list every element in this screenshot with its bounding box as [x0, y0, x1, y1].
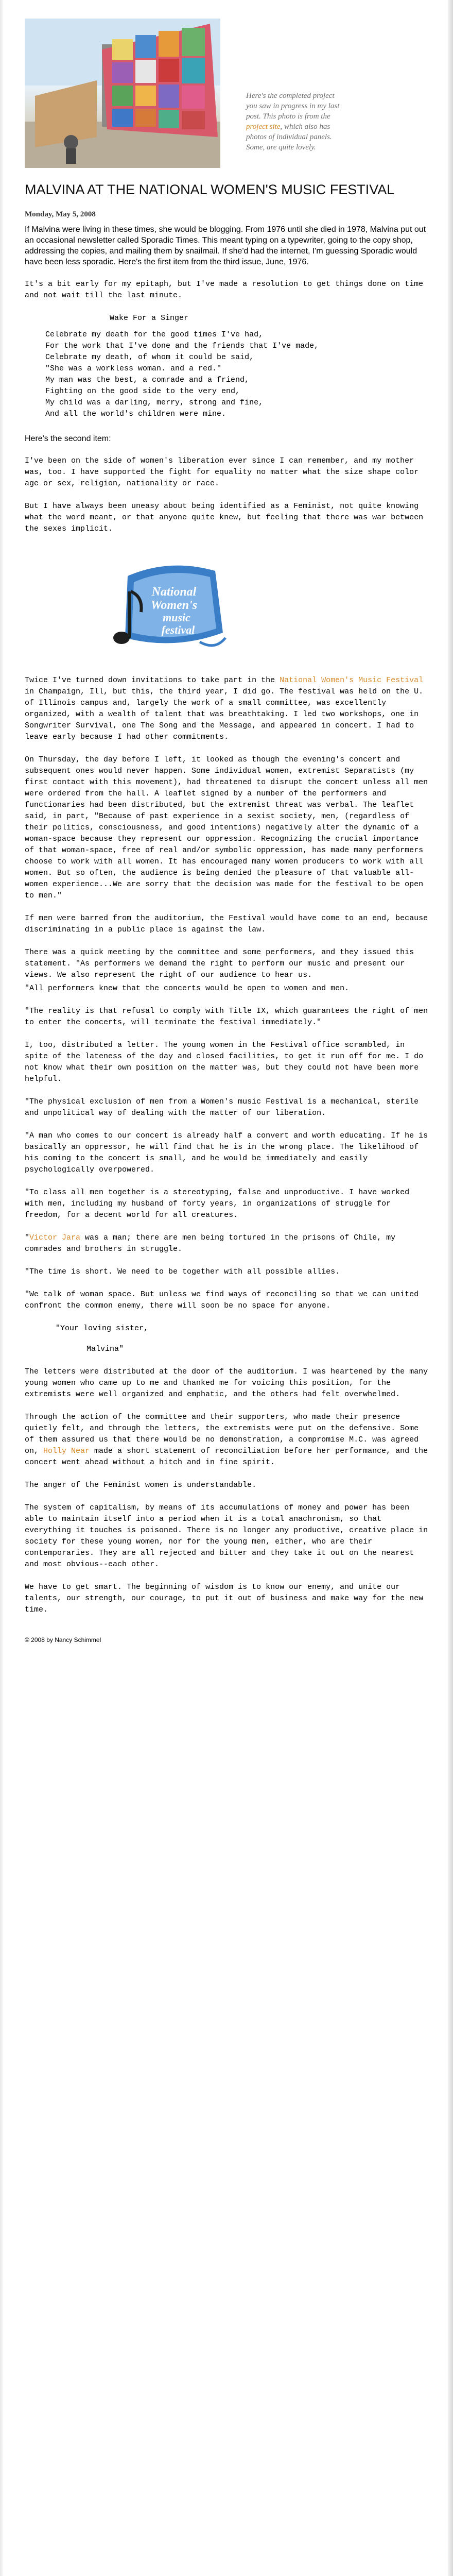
paragraph: But I have always been uneasy about being identified as a Feminist, not quite knowing what the word meant, or that anyone quite knew, but feeling that there was war between the sexes implicit. [25, 502, 424, 533]
post-title: MALVINA AT THE NATIONAL WOMEN'S MUSIC FESTIVAL [25, 182, 395, 197]
paragraph: "The time is short. We need to be together with all possible allies. [25, 1267, 340, 1276]
paragraph: "The reality is that refusal to comply with Title IX, which guarantees the right of men to enter the concerts, will terminate the festival immediately." [25, 1007, 428, 1027]
poem [45, 329, 431, 420]
quilt-house-photo [25, 19, 220, 168]
closing-line: "Your loving sister, [56, 1324, 149, 1333]
poem-title: Wake For a Singer [110, 314, 189, 323]
paragraph: There was a quick meeting by the committee and some performers, and they issued this statement. "As performers we demand the right to perform our music and present our views. We also represent the right of our audience to hear us. [25, 948, 414, 979]
poem-line: Fighting on the good side to the very end, [45, 387, 240, 396]
left-page-shadow [0, 0, 3, 2576]
poem-line: Celebrate my death, of whom it could be said, [45, 353, 254, 362]
paragraph: On Thursday, the day before I left, it looked as though the evening's concert and subsequent ones would never happen. Some individual women, extremist Separatists (my first contact with this movement), had threatened to disrupt the concert unless all men were ordered from the hall. A leaflet signed by a number of the performers and functionaries had been distributed, but the extremist threat was verbal. The leaflet said, in part, "Because of past experience in a sexist society, men, (regardless of their politics, consciousness, and good intentions) negatively alter the dynamic of a woman-space because they represent our oppression. Recognizing the crucial importance of that woman-space, free of real and/or symbolic oppression, has made many performers choose to work with all women. It has encouraged many women producers to work with all women. But so often, the audience is being denied the pleasure of that valuable all-women experience...We are sorry that the decision was made for the festival to be open to men." [25, 755, 428, 900]
poem-line: And all the world's children were mine. [45, 410, 226, 418]
second-item-label: Here's the second item: [25, 434, 111, 443]
paragraph: "Victor Jara was a man; there are men being tortured in the prisons of Chile, my comrades and brothers in struggle. [25, 1233, 396, 1253]
closing-signature: Malvina" [86, 1345, 124, 1353]
paragraph: We have to get smart. The beginning of wisdom is to know our enemy, and unite our talents, our strength, our courage, to put it out of business and make way for the new time. [25, 1583, 424, 1614]
letter-closing [25, 1323, 431, 1355]
holly-near-link[interactable]: Holly Near [43, 1447, 90, 1455]
paragraph: "To class all men together is a stereotyping, false and unproductive. I have worked with men, including my husband of forty years, in organizations of struggle for freedom, for a decent world for all creatures. [25, 1188, 410, 1219]
paragraph: "The physical exclusion of men from a Women's music Festival is a mechanical, sterile and unpolitical way of dealing with the matter of our liberation. [25, 1097, 419, 1117]
hero [25, 19, 431, 168]
svg-text:National: National [151, 585, 197, 599]
paragraph: It's a bit early for my epitaph, but I've made a resolution to get things done on time and not wait till the last minute. [25, 280, 424, 300]
paragraph: "A man who comes to our concert is already half a convert and worth educating. If he is basically an oppressor, he will find that he is in the wrong place. The likelihood of his coming to the concert is small, and he would be immediately and easily psychologically overpowered. [25, 1131, 428, 1174]
poem-line: My man was the best, a comrade and a friend, [45, 376, 250, 384]
festival-logo [97, 555, 431, 664]
poem-line: My child was a darling, merry, strong and fine, [45, 398, 264, 407]
paragraph: The letters were distributed at the door of the auditorium. I was heartened by the many young women who came up to me and thanked me for voicing this position, for the extremists were well organized and emphatic, and the others had felt overwhelmed. [25, 1367, 428, 1399]
intro-paragraph: If Malvina were living in these times, she would be blogging. From 1976 until she died in 1978, Malvina put out an occasional newsletter called Sporadic Times. This meant typing on a typewriter, going to the copy shop, addressing the copies, and mailing them by snailmail. If she'd had the internet, I'm guessing Sporadic would have been less sporadic. Here's the first item from the third issue, June, 1976. [25, 225, 426, 266]
right-page-shadow [448, 0, 453, 2576]
paragraph: The system of capitalism, by means of its accumulations of money and power has been able to maintain itself into a period when it is a total anachronism, so that everything it touches is poisoned. There is no longer any productive, creative place in society for these young women, nor for the young men, either, who are their contemporaries. They are all rejected and bitter and they take it out on the nearest and most obvious--each other. [25, 1503, 428, 1569]
copyright: © 2008 by Nancy Schimmel [25, 1636, 101, 1643]
paragraph: Twice I've turned down invitations to take part in the National Women's Music Festival in Champaign, Ill, but this, the third year, I did go. The festival was held on the U. of Illinois campus and, largely the work of a small committee, was excellently organized, with a wealth of talent that was breathtaking. I led two workshops, one in Songwriter Survival, one The Song and the Message, and appeared in concert. I had to leave early because I had other commitments. [25, 676, 424, 741]
post-date: Monday, May 5, 2008 [25, 210, 96, 218]
paragraph: I, too, distributed a letter. The young women in the Festival office scrambled, in spite of the lateness of the day and closed facilities, to get it run off for me. I do not know what their own position on the matter was, but they could not have been more helpful. [25, 1041, 424, 1083]
paragraph: "All performers knew that the concerts would be open to women and men. [25, 984, 350, 993]
festival-link[interactable]: National Women's Music Festival [280, 676, 424, 685]
svg-text:music: music [163, 611, 190, 624]
svg-text:Women's: Women's [150, 599, 198, 612]
photo-caption: Here's the completed project you saw in progress in my last post. This photo is from the project site, which also has photos of individual panels. Some, are quite lovely. [246, 92, 340, 151]
paragraph: The anger of the Feminist women is understandable. [25, 1481, 257, 1489]
paragraph: Through the action of the committee and their supporters, who made their presence quietly felt, and through the letters, the extremists were put on the defensive. Some of them assured us that there would be no demonstration, a compromise M.C. was agreed on, Holly Near made a short statement of reconciliation before her performance, and the concert went ahead without a hitch and in fine spirit. [25, 1413, 428, 1467]
victor-jara-link[interactable]: Victor Jara [29, 1233, 81, 1242]
paragraph: If men were barred from the auditorium, the Festival would have come to an end, because discriminating in a public place is against the law. [25, 914, 428, 934]
post-column [25, 0, 431, 1643]
svg-text:festival: festival [161, 623, 195, 636]
paragraph: "We talk of woman space. But unless we find ways of reconciling so that we can united confront the common enemy, there will soon be no space for anyone. [25, 1290, 419, 1310]
project-site-link[interactable]: project site [246, 123, 281, 131]
poem-line: For the work that I've done and the friends that I've made, [45, 342, 319, 350]
paragraph: I've been on the side of women's liberation ever since I can remember, and my mother was, too. I have supported the fight for equality no matter what the size shape color age or sex, religion, nationality or race. [25, 456, 419, 488]
poem-line: Celebrate my death for the good times I've had, [45, 330, 264, 339]
poem-line: "She was a workless woman. and a red." [45, 364, 222, 373]
